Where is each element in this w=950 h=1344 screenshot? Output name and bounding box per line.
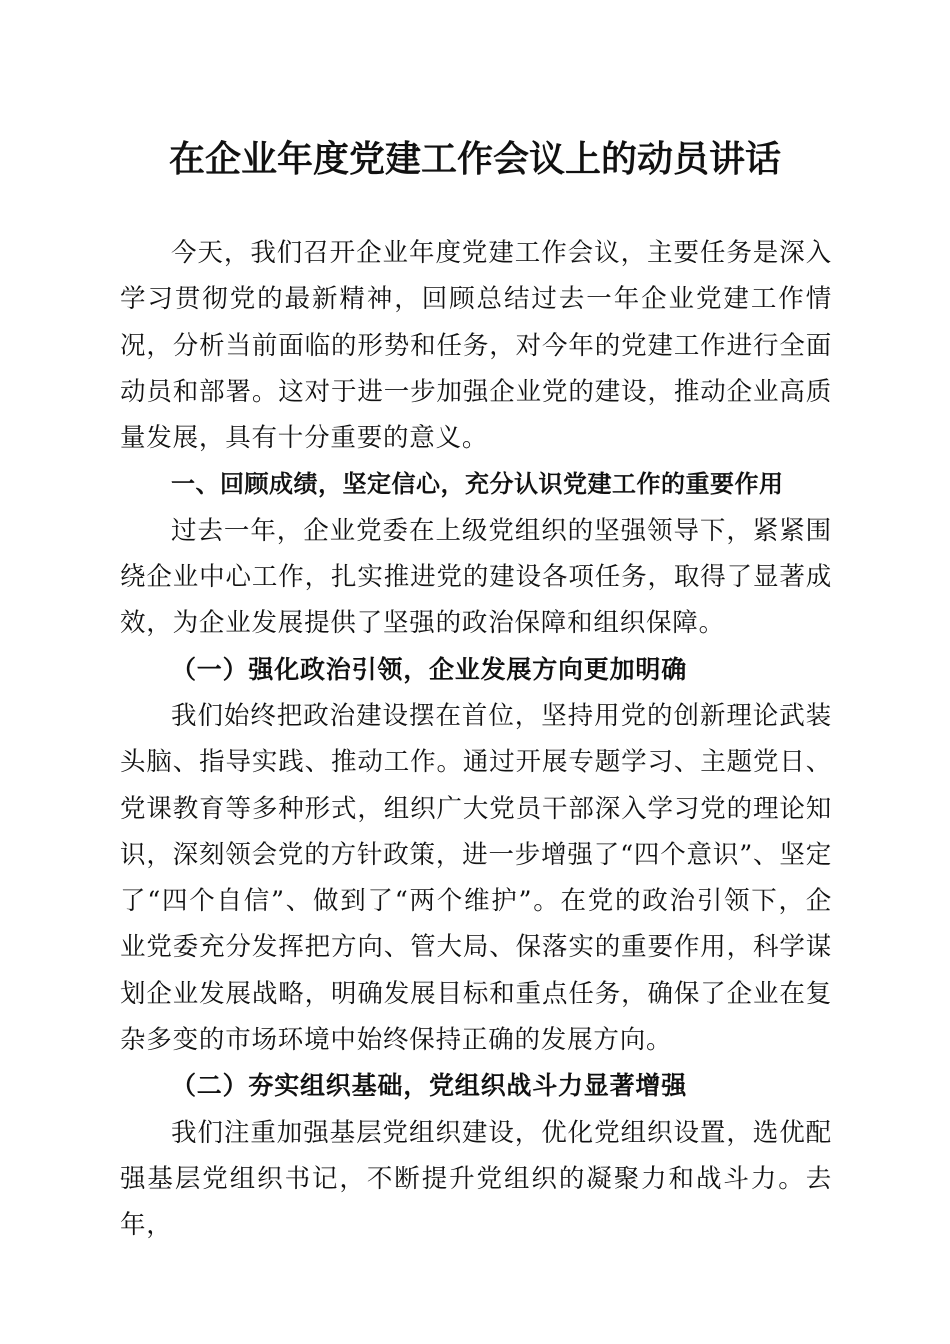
paragraph-review: 过去一年，企业党委在上级党组织的坚强领导下，紧紧围绕企业中心工作，扎实推进党的建设各项任务，取得了显著成效，为企业发展提供了坚强的政治保障和组织保障。 — [120, 515, 832, 639]
paragraph-organization: 我们注重加强基层党组织建设，优化党组织设置，选优配强基层党组织书记，不断提升党组织的凝聚力和战斗力。去年， — [120, 1117, 832, 1241]
paragraph-intro: 今天，我们召开企业年度党建工作会议，主要任务是深入学习贯彻党的最新精神，回顾总结过去一年企业党建工作情况，分析当前面临的形势和任务，对今年的党建工作进行全面动员和部署。这对于进一步加强企业党的建设，推动企业高质量发展，具有十分重要的意义。 — [120, 238, 832, 454]
section-heading-1: 一、回顾成绩，坚定信心，充分认识党建工作的重要作用 — [171, 470, 784, 499]
paragraph-political-leadership: 我们始终把政治建设摆在首位，坚持用党的创新理论武装头脑、指导实践、推动工作。通过开展专题学习、主题党日、党课教育等多种形式，组织广大党员干部深入学习党的理论知识，深刻领会党的方针政策，进一步增强了“四个意识”、坚定了“四个自信”、做到了“两个维护”。在党的政治引领下，企业党委充分发挥把方向、管大局、保落实的重要作用，科学谋划企业发展战略，明确发展目标和重点任务，确保了企业在复杂多变的市场环境中始终保持正确的发展方向。 — [120, 700, 832, 1056]
page-title: 在企业年度党建工作会议上的动员讲话 — [168, 138, 781, 180]
subsection-heading-2: （二）夯实组织基础，党组织战斗力显著增强 — [171, 1071, 688, 1101]
document-body — [120, 230, 832, 1249]
subsection-heading-1: （一）强化政治引领，企业发展方向更加明确 — [171, 654, 688, 684]
